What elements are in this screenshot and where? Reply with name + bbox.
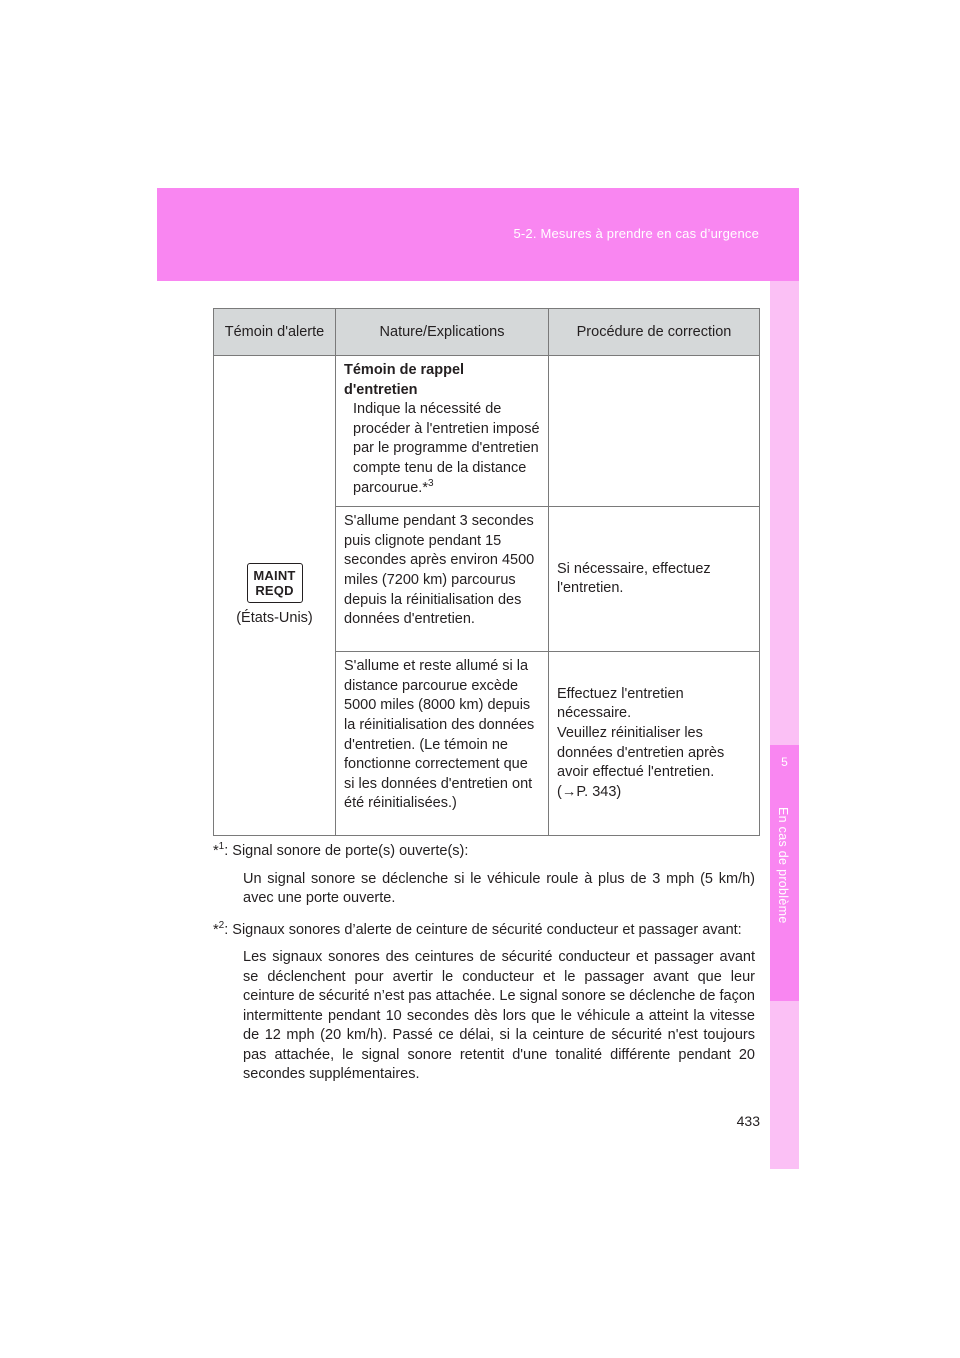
procedure-text: Effectuez l'entretien nécessaire. [557,685,684,722]
nature-cell [336,652,549,836]
badge-line: REQD [255,582,294,598]
column-header: Nature/Explications [336,309,549,356]
warning-light-table [213,308,760,836]
maint-reqd-icon [247,563,303,603]
footnote-body: Les signaux sonores des ceintures de sécurité conducteur et passager avant se déclenchent pour avertir le conducteur et le passager avant que leur ceinture de sécurité n’est pas attachée. Le signal sonore se déclenche de façon intermittente pendant 10 secondes dès lors que le véhicule a atteint la vitesse de 12 mph (20 km/h). Passé ce délai, si la ceinture de sécurité n'est toujours pas attachée, le signal sonore retentit d'une tonalité différente pendant 20 secondes supplémentaires. [243,949,755,1082]
nature-text: S'allume pendant 3 secondes puis clignote pendant 15 secondes après environ 4500 miles (7200 km) parcourus depuis la réinitialisation des données d'entretien. [344,513,535,628]
badge-line: MAINT [253,567,296,583]
footnote-body: Un signal sonore se déclenche si le véhicule roule à plus de 3 mph (5 km/h) avec une porte ouverte. [243,870,755,906]
footnote-title: : Signaux sonores d’alerte de ceinture de sécurité conducteur et passager avant: [224,921,742,938]
side-strip [770,281,799,1169]
column-header: Témoin d'alerte [214,309,336,356]
procedure-cell [549,356,760,507]
page-reference: (→P. 343) [557,783,622,800]
region-label: (États-Unis) [236,609,313,626]
nature-text: S'allume et reste allumé si la distance parcourue excède 5000 miles (8000 km) depuis la réinitialisation des données d'entretien. (Le témoin ne fonctionne correctement que si les données d'entretien ont été réinitialisées.) [344,658,535,812]
procedure-text: Si nécessaire, effectuez l'entretien. [557,560,711,597]
nature-title: Témoin de rappel d'entretien [344,362,465,398]
footnote [213,921,755,1085]
nature-cell [336,507,549,652]
procedure-cell [549,507,760,652]
chapter-title: En cas de problème [776,807,790,924]
footnote [213,842,755,909]
procedure-cell [549,652,760,836]
nature-text: Indique la nécessité de procéder à l'entretien imposé par le programme d'entretien compte tenu de la distance parcourue.* [353,401,540,496]
footnotes [213,842,755,1085]
table-header-row [214,309,760,356]
chapter-tab [770,745,799,1001]
page-header-band [157,188,799,281]
nature-cell [336,356,549,507]
footnote-number: 1 [218,841,225,853]
footnote-ref: 3 [427,477,434,489]
footnote-title: : Signal sonore de porte(s) ouverte(s): [224,843,469,859]
procedure-text: Veuillez réinitialiser les données d'entretien après avoir effectué l'entretien. [557,725,725,781]
chapter-number: 5 [781,755,788,769]
footnote-marker: * [213,843,219,859]
table-row [214,356,760,507]
warning-light-cell [214,356,336,836]
footnote-marker: * [213,921,219,938]
page-number: 433 [736,1113,760,1129]
section-title: 5-2. Mesures à prendre en cas d’urgence [513,226,759,241]
column-header: Procédure de correction [549,309,760,356]
footnote-number: 2 [218,919,225,931]
